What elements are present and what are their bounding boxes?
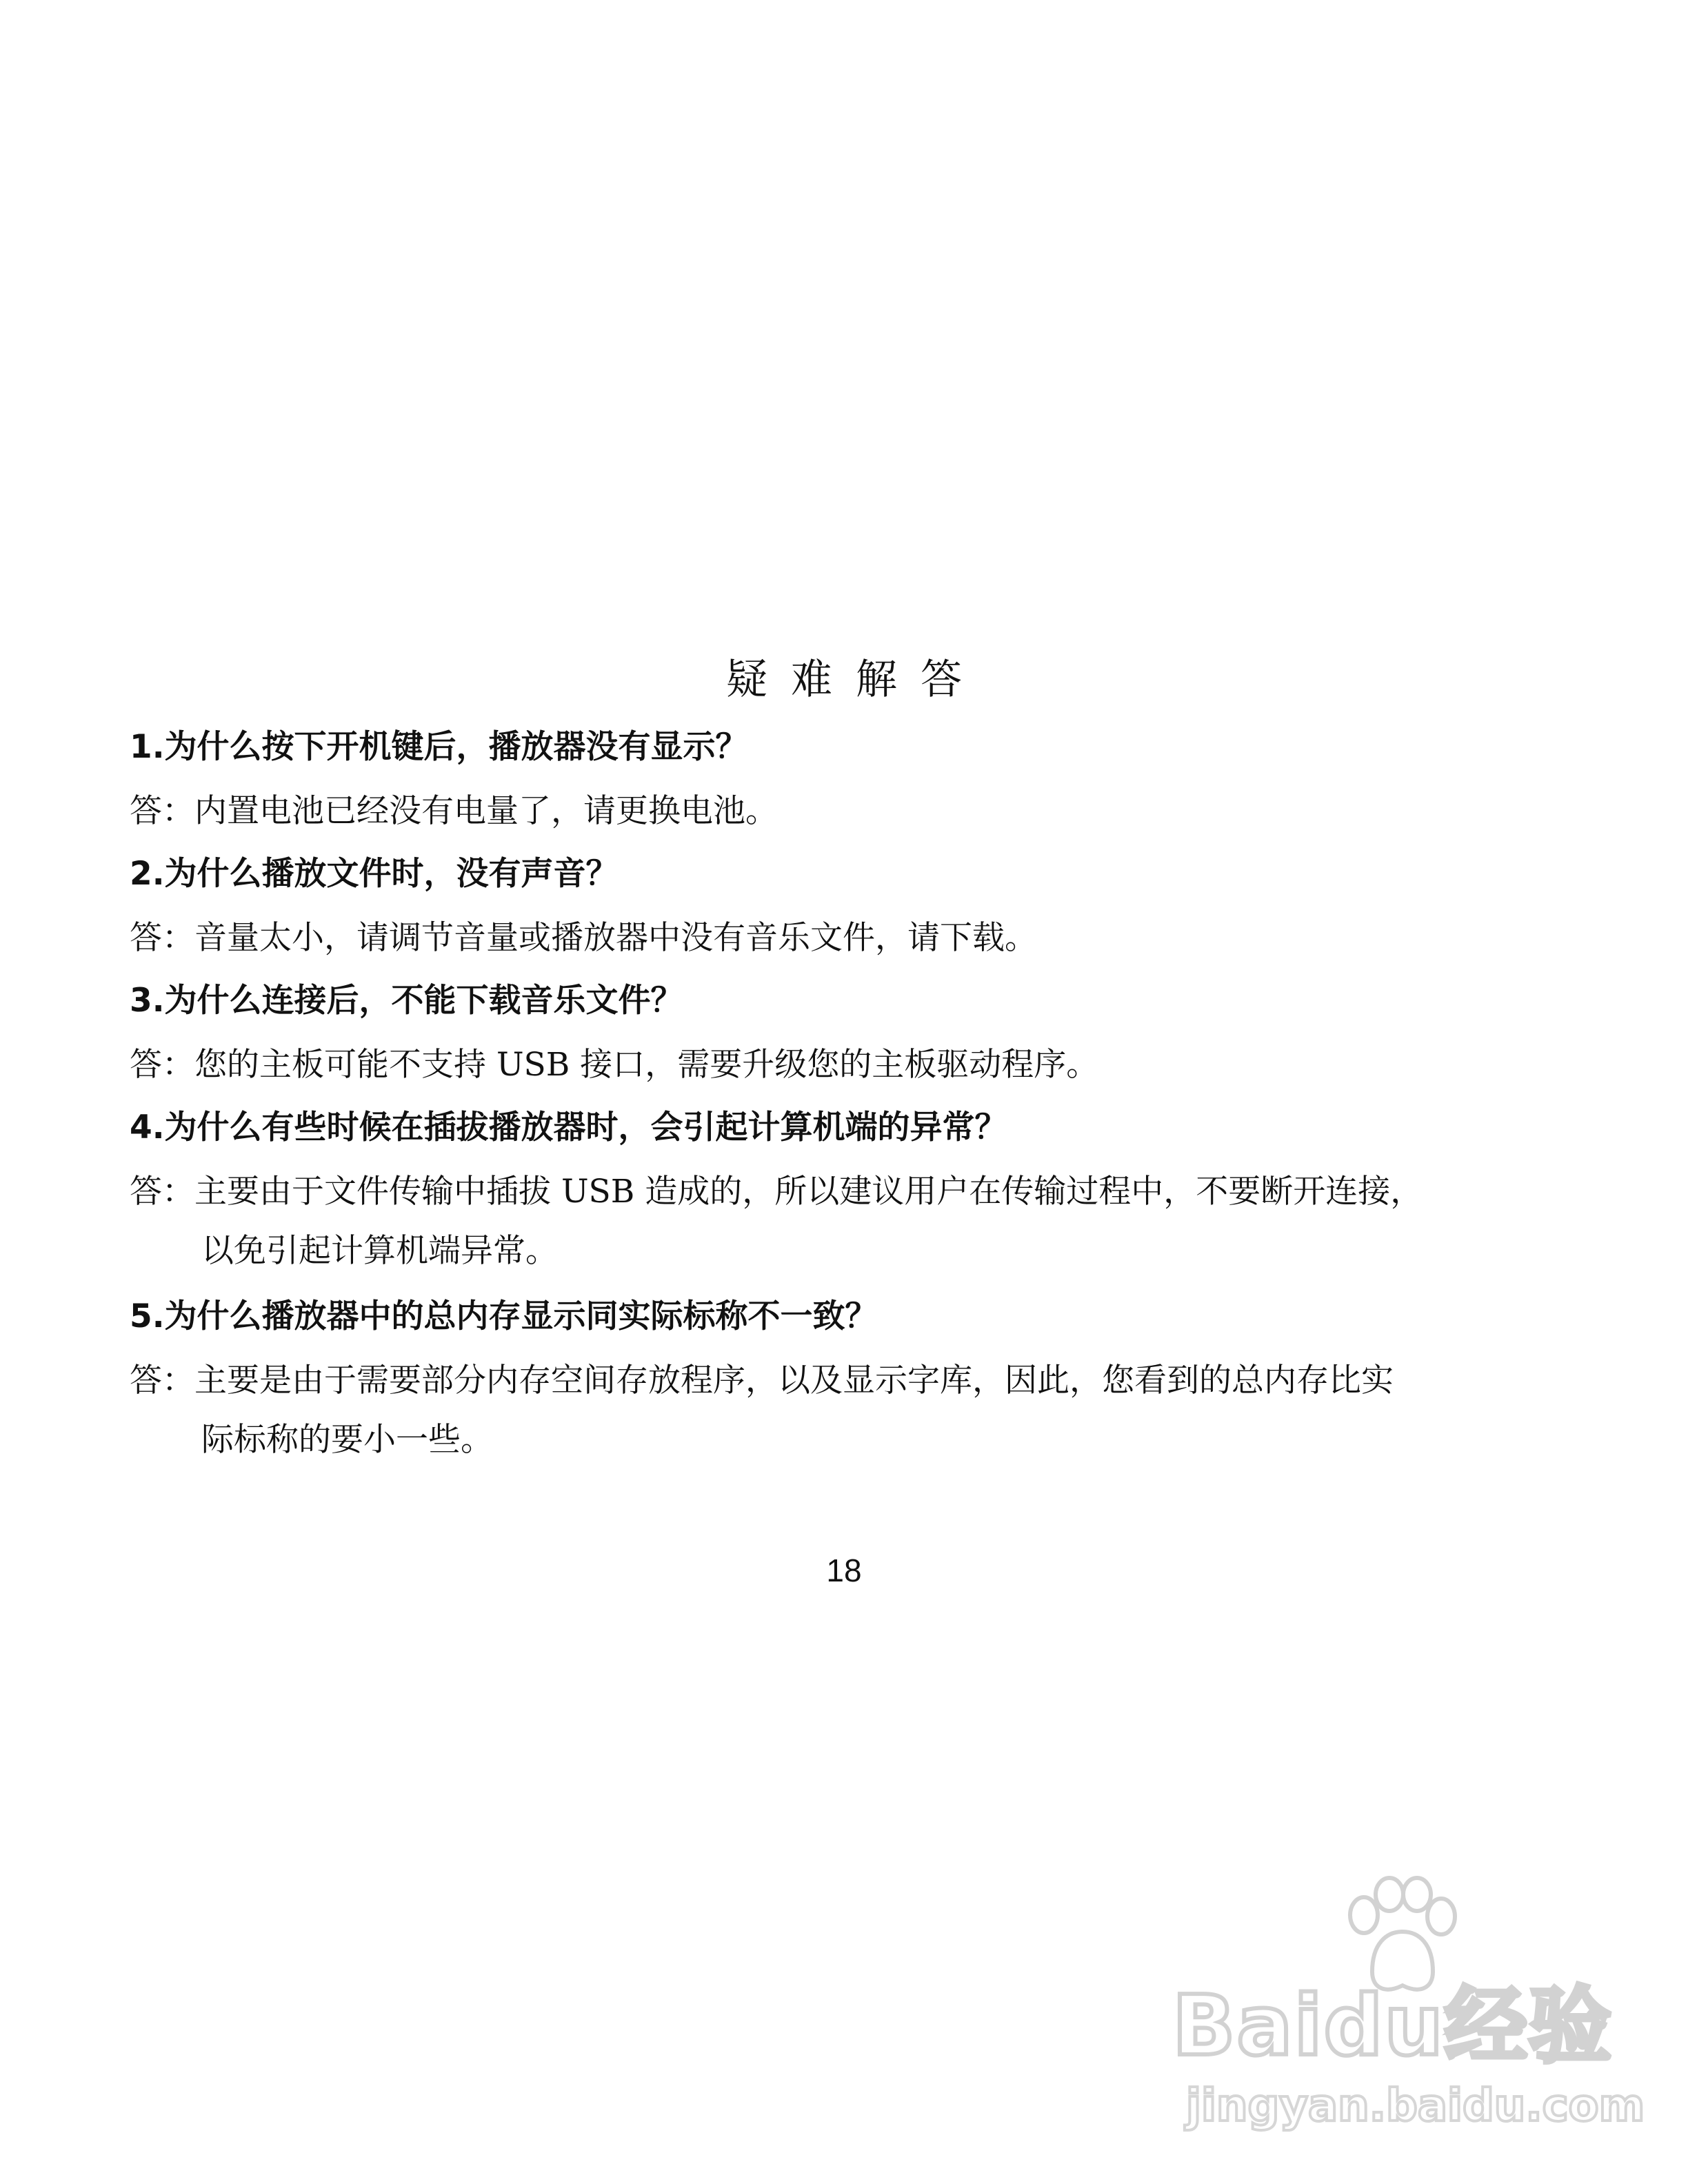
- faq-answer-4-line-1: 答：主要由于文件传输中插拔 USB 造成的，所以建议用户在传输过程中，不要断开连接，: [130, 1173, 1423, 1211]
- faq-answer-5-line-2: 际标称的要小一些。: [201, 1421, 493, 1459]
- watermark-brand: Baidu经验: [1172, 1979, 1613, 2074]
- faq-item-1: [130, 725, 1564, 833]
- faq-item-2: [130, 852, 1564, 960]
- faq-question-5: 5.为什么播放器中的总内存显示同实际标称不一致？: [130, 1297, 878, 1335]
- watermark-url: jingyan.baidu.com: [1186, 2081, 1645, 2132]
- baidu-jingyan-watermark: [1172, 1875, 1645, 2137]
- faq-answer-5-line-1: 答：主要是由于需要部分内存空间存放程序，以及显示字库，因此，您看到的总内存比实: [130, 1362, 1394, 1399]
- page-number: 18: [826, 1553, 862, 1588]
- faq-item-5: [130, 1295, 1564, 1462]
- faq-answer-1: 答：内置电池已经没有电量了，请更换电池。: [130, 792, 778, 830]
- faq-item-3: [130, 979, 1564, 1087]
- faq-question-2: 2.为什么播放文件时，没有声音？: [130, 855, 619, 893]
- faq-answer-4-line-2: 以免引起计算机端异常。: [201, 1232, 558, 1270]
- page-title: 疑难解答: [726, 656, 985, 704]
- faq-question-3: 3.为什么连接后，不能下载音乐文件？: [130, 982, 683, 1020]
- faq-item-4: [130, 1106, 1564, 1273]
- faq-question-4: 4.为什么有些时候在插拔播放器时，会引起计算机端的异常？: [130, 1109, 1007, 1146]
- faq-answer-3: 答：您的主板可能不支持 USB 接口，需要升级您的主板驱动程序。: [130, 1046, 1099, 1084]
- faq-answer-2: 答：音量太小，请调节音量或播放器中没有音乐文件，请下载。: [130, 919, 1037, 957]
- faq-question-1: 1.为什么按下开机键后，播放器没有显示？: [130, 728, 748, 766]
